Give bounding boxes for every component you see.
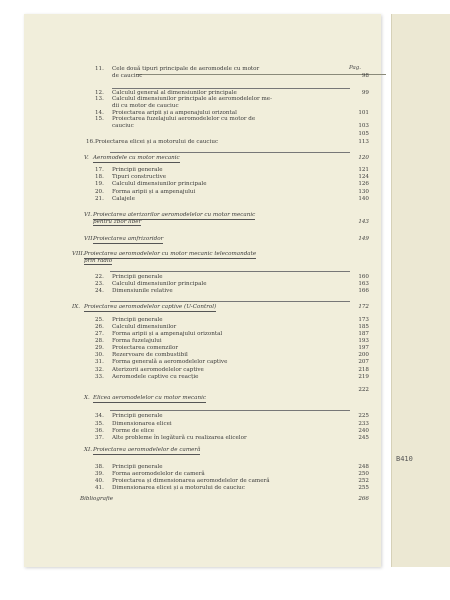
entry-number: 38. [95,464,104,470]
entry-title: Proiectarea fuzelajului aeromodelelor cu motor de [112,116,256,122]
toc-entry [95,435,369,442]
entry-title: prin radio [84,257,113,264]
entry-number: 40. [95,478,104,484]
entry-page-number: 124 [358,174,369,180]
entry-number: 27. [95,331,104,337]
entry-number: 39. [95,471,104,477]
toc-entry [95,167,369,174]
entry-title: Calculul dimensiunilor principale ale aeromodelelor me- [112,96,272,102]
entry-page-number: 105 [358,131,369,137]
entry-title: Calculul dimensiunilor [112,324,177,330]
toc-section-entry [84,447,369,454]
toc-entry [95,421,369,428]
entry-page-number: 218 [358,367,369,373]
entry-number: 37. [95,435,104,441]
entry-page-number: 143 [358,218,369,225]
toc-entry [95,189,369,196]
entry-number: XI. [84,447,92,453]
entry-title: Forma aripii și a ampenajului [112,189,196,195]
entry-title: Forma generală a aeromodelelor captive [112,359,228,365]
entry-number: 23. [95,281,104,287]
toc-section-entry [72,251,369,264]
entry-number: 11. [95,66,104,72]
entry-number: 28. [95,338,104,344]
separator-rule [110,410,350,411]
entry-number: 21. [95,196,104,202]
entry-page-number: 255 [358,485,369,491]
entry-number: 35. [95,421,104,427]
entry-title: Forme de elice [112,428,155,434]
toc-entry [95,174,369,181]
entry-page-number: 185 [358,324,369,330]
entry-title: Forma aeromodelelor de cameră [112,471,205,477]
entry-number: 33. [95,374,104,380]
entry-page-number: 187 [358,331,369,337]
toc-entry [95,288,369,295]
entry-title: Bibliografie [80,496,114,502]
toc-entry [95,464,369,471]
entry-title: Dimensionarea elicei [112,421,172,427]
book-page [24,14,381,567]
toc-entry [95,131,369,138]
toc-entry [95,66,369,79]
entry-number: 17. [95,167,104,173]
toc-entry [95,281,369,288]
entry-title: Principii generale [112,274,163,280]
toc-entry [95,116,369,129]
entry-title: Principii generale [112,413,163,419]
entry-page-number: 173 [358,317,369,323]
entry-page-number: 130 [358,189,369,195]
entry-title: Proiectarea amfrizoridor [93,236,164,242]
entry-page-number: 103 [358,122,369,129]
entry-number: V. [84,155,89,161]
entry-page-number: 121 [358,167,369,173]
toc-entry [95,317,369,324]
entry-title: Principii generale [112,464,163,470]
entry-number: 29. [95,345,104,351]
entry-number: 16. [86,139,95,145]
entry-title: Proiectarea comenzilor [112,345,179,351]
toc-entry [95,196,369,203]
toc-entry [95,96,369,109]
entry-title: Calculul dimensiunilor principale [112,281,207,287]
entry-number: 18. [95,174,104,180]
entry-page-number: 248 [358,464,369,470]
toc-entry [95,428,369,435]
entry-page-number: 197 [358,345,369,351]
entry-page-number: 163 [358,281,369,287]
toc-section-entry [84,236,369,243]
entry-title: Cele două tipuri principale de aeromodele cu motor [112,66,260,72]
entry-page-number: 101 [358,110,369,116]
toc-section-entry [75,496,369,503]
toc-entry [95,485,369,492]
page-column-header: Pag. [348,65,361,71]
entry-page-number: 166 [358,288,369,294]
toc-entry [95,387,369,394]
entry-page-number: 245 [358,435,369,441]
entry-title: Proiectarea aterizorilor aeromodelelor cu motor mecanic [93,212,256,218]
entry-title: Proiectarea elicei și a motorului de cauciuc [95,139,219,145]
toc-entry [95,359,369,366]
entry-title: Aterizorii aeromodelelor captive [112,367,204,373]
toc-entry [95,478,369,485]
entry-page-number: 98 [361,72,369,79]
entry-title: Rezervoare de combustibil [112,352,188,358]
entry-page-number: 219 [358,374,369,380]
entry-title: Aeromodele captive cu reacție [112,374,199,380]
entry-number: 31. [95,359,104,365]
entry-page-number: 252 [358,478,369,484]
entry-page-number: 113 [358,139,369,145]
toc-entry [95,352,369,359]
side-label: B410 [396,455,413,463]
entry-title: dii cu motor de cauciuc [112,102,179,109]
entry-number: 22. [95,274,104,280]
entry-title: Forma fuzelajului [112,338,162,344]
toc-section-entry [84,212,369,225]
entry-page-number: 207 [358,359,369,365]
entry-page-number: 172 [358,304,369,310]
adjacent-page [391,14,450,567]
toc-entry [95,274,369,281]
entry-number: 34. [95,413,104,419]
entry-title: Proiectarea aeromodelelor cu motor mecanic telecomandate [84,251,257,257]
entry-number: 13. [95,96,104,102]
toc-entry [95,338,369,345]
separator-rule [110,301,350,302]
entry-title: Tipuri constructive [112,174,167,180]
entry-number: 15. [95,116,104,122]
entry-page-number: 266 [358,496,369,502]
entry-number: 32. [95,367,104,373]
toc-entry [95,413,369,420]
entry-number: 41. [95,485,104,491]
toc-entry [95,345,369,352]
toc-entry [86,139,369,146]
toc-section-entry [72,304,369,311]
separator-rule [110,271,350,272]
entry-page-number: 225 [358,413,369,419]
entry-page-number: 99 [361,90,369,96]
entry-page-number: 120 [358,155,369,161]
separator-rule [112,88,350,89]
toc-entry [95,324,369,331]
entry-number: VI. [84,212,93,218]
entry-page-number: 233 [358,421,369,427]
entry-page-number: 250 [358,471,369,477]
entry-number: 14. [95,110,104,116]
entry-title: cauciuc [112,122,134,129]
entry-title: pentru zbor liber [93,218,142,225]
toc-entry [95,471,369,478]
entry-page-number: 160 [358,274,369,280]
separator-rule [110,152,350,153]
entry-number: X. [84,395,90,401]
entry-number: 24. [95,288,104,294]
entry-page-number: 200 [358,352,369,358]
entry-number: 20. [95,189,104,195]
entry-number: 36. [95,428,104,434]
table-of-contents [24,14,381,567]
entry-page-number: 222 [358,387,369,393]
entry-title: Proiectarea aeromodelelor de cameră [93,447,201,453]
entry-title: Calculul general al dimensiunilor principale [112,90,237,96]
entry-title: Proiectarea aripii și a ampenajului orizontal [112,110,237,116]
entry-title: Principii generale [112,317,163,323]
toc-section-entry [84,395,369,402]
entry-title: Aeromodele cu motor mecanic [93,155,180,161]
entry-number: 19. [95,181,104,187]
entry-page-number: 240 [358,428,369,434]
toc-section-entry [84,155,369,162]
entry-number: 26. [95,324,104,330]
toc-entry [95,331,369,338]
entry-number: VII. [84,236,95,242]
entry-title: de cauciuc [112,72,143,79]
entry-title: Proiectarea și dimensionarea aeromodelelor de cameră [112,478,270,484]
entry-number: 25. [95,317,104,323]
entry-page-number: 126 [358,181,369,187]
entry-title: Principii generale [112,167,163,173]
entry-number: VIII. [72,251,85,257]
entry-title: Calajele [112,196,135,202]
entry-number: IX. [72,304,80,310]
entry-number: 30. [95,352,104,358]
entry-page-number: 149 [358,236,369,242]
entry-title: Proiectarea aeromodelelor captive (U-Control) [84,304,217,310]
entry-page-number: 193 [358,338,369,344]
entry-title: Calculul dimensiunilor principale [112,181,207,187]
entry-title: Dimensiunile relative [112,288,173,294]
toc-entry [95,367,369,374]
entry-title: Alte probleme în legătură cu realizarea elicelor [112,435,247,441]
entry-page-number: 140 [358,196,369,202]
toc-entry [95,181,369,188]
entry-title: Dimensionarea elicei și a motorului de cauciuc [112,485,245,491]
entry-title: Elicea aeromodelelor cu motor mecanic [93,395,207,401]
entry-number: 12. [95,90,104,96]
toc-entry [95,374,369,381]
entry-title: Forma aripii și a ampenajului orizontal [112,331,223,337]
